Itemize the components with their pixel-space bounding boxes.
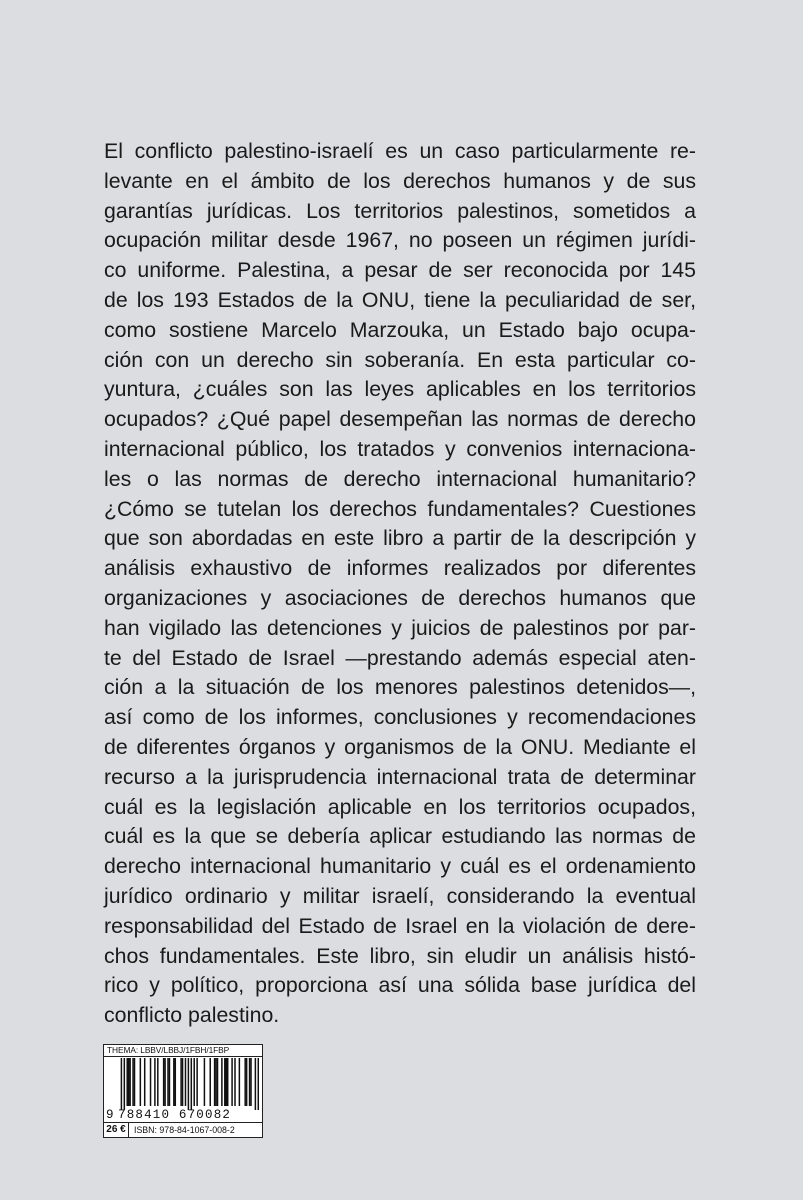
barcode-bar	[163, 1058, 165, 1106]
barcode-bar	[234, 1058, 236, 1106]
blurb-line: así como de los informes, conclusiones y recomendaciones	[104, 705, 696, 730]
blurb-line: ción con un derecho sin soberanía. En esta particular co-	[104, 347, 696, 372]
barcode-bar	[258, 1058, 259, 1110]
barcode-bar	[129, 1058, 131, 1106]
barcode-bar	[221, 1058, 223, 1106]
barcode-label	[103, 1044, 263, 1138]
blurb-line: cuál es la legislación aplicable en los territorios ocupados,	[104, 794, 696, 819]
blurb-line: rico y político, proporciona así una sólida base jurídica del	[104, 973, 696, 998]
blurb-line: conflicto palestino.	[104, 1003, 280, 1028]
blurb-line: análisis exhaustivo de informes realizados por diferentes	[104, 556, 696, 581]
barcode-bar	[175, 1058, 177, 1106]
blurb-line: organizaciones y asociaciones de derechos humanos que	[104, 585, 696, 610]
barcode-bar	[209, 1058, 211, 1106]
blurb-line: han vigilado las detenciones y juicios de palestinos por par-	[104, 615, 696, 640]
blurb-line: derecho internacional humanitario y cuál es el ordenamiento	[104, 854, 696, 879]
blurb-line: de los 193 Estados de la ONU, tiene la peculiaridad de ser,	[104, 287, 696, 312]
barcode-bar	[144, 1058, 146, 1106]
blurb-line: ocupación militar desde 1967, no poseen un régimen jurídi-	[104, 228, 696, 253]
barcode-bar	[180, 1058, 182, 1106]
barcode-bar	[244, 1058, 246, 1106]
thema-code: THEMA: LBBV/LBBJ/1FBH/1FBP	[107, 1045, 230, 1055]
barcode-bar	[214, 1058, 216, 1106]
blurb-line: ocupados? ¿Qué papel desempeñan las normas de derecho	[104, 407, 696, 432]
blurb-line: yuntura, ¿cuáles son las leyes aplicables en los territorios	[104, 377, 696, 402]
barcode-bar	[132, 1058, 134, 1106]
barcode-bar	[126, 1058, 128, 1106]
barcode-bar	[226, 1058, 228, 1106]
barcode-bar	[185, 1058, 187, 1106]
barcode-bar	[224, 1058, 226, 1106]
ean-barcode	[109, 1058, 259, 1110]
price-label: 26 €	[104, 1123, 129, 1137]
barcode-bar	[140, 1058, 142, 1106]
blurb-line: chos fundamentales. Este libro, sin eludir un análisis histó-	[104, 943, 696, 968]
barcode-bar	[204, 1058, 206, 1106]
barcode-bar	[182, 1058, 184, 1106]
blurb-line: les o las normas de derecho internacional humanitario?	[104, 466, 696, 491]
barcode-bar	[231, 1058, 233, 1106]
blurb-line: ¿Cómo se tutelan los derechos fundamentales? Cuestiones	[104, 496, 696, 521]
blurb-line: te del Estado de Israel —prestando además especial aten-	[104, 645, 696, 670]
barcode-bar	[167, 1058, 169, 1106]
barcode-bar	[164, 1058, 166, 1106]
isbn-label: ISBN: 978-84-1067-008-2	[134, 1125, 235, 1135]
barcode-bar	[250, 1058, 252, 1106]
barcode-bar	[128, 1058, 130, 1106]
blurb-line: recurso a la jurisprudencia internacional trata de determinar	[104, 764, 696, 789]
back-cover-blurb	[104, 137, 696, 1031]
blurb-line: El conflicto palestino-israelí es un caso particularmente re-	[104, 139, 696, 163]
barcode-bar	[217, 1058, 219, 1106]
barcode-bar	[193, 1058, 195, 1106]
barcode-bar	[173, 1058, 175, 1106]
blurb-line: ción a la situación de los menores palestinos detenidos—,	[104, 675, 696, 700]
barcode-bar	[169, 1058, 171, 1106]
barcode-bar	[196, 1058, 198, 1106]
barcode-bar	[134, 1058, 136, 1106]
blurb-line: cuál es la que se debería aplicar estudiando las normas de	[104, 824, 696, 849]
barcode-bar	[255, 1058, 257, 1110]
blurb-line: garantías jurídicas. Los territorios palestinos, sometidos a	[104, 198, 696, 223]
ean-remaining-digits: 788410 670082	[118, 1108, 232, 1122]
blurb-line: responsabilidad del Estado de Israel en la violación de dere-	[104, 913, 696, 938]
blurb-line: que son abordadas en este libro a partir de la descripción y	[104, 526, 696, 551]
blurb-line: como sostiene Marcelo Marzouka, un Estado bajo ocupa-	[104, 317, 696, 342]
barcode-bar	[239, 1058, 241, 1106]
barcode-bar	[154, 1058, 156, 1106]
barcode-bar	[188, 1058, 190, 1110]
barcode-bar	[150, 1058, 152, 1106]
divider	[104, 1056, 262, 1057]
barcode-bar	[124, 1058, 126, 1110]
barcode-bar	[191, 1058, 193, 1110]
blurb-line: de diferentes órganos y organismos de la ONU. Mediante el	[104, 734, 696, 759]
blurb-line: internacional público, los tratados y convenios internaciona-	[104, 436, 696, 461]
barcode-bar	[121, 1058, 123, 1110]
barcode-bar	[249, 1058, 251, 1106]
ean-first-digit: 9	[106, 1108, 115, 1122]
blurb-line: jurídico ordinario y militar israelí, considerando la eventual	[104, 883, 696, 908]
barcode-bar	[246, 1058, 248, 1106]
blurb-line: levante en el ámbito de los derechos humanos y de sus	[104, 168, 696, 193]
barcode-bar	[227, 1058, 229, 1106]
blurb-line: co uniforme. Palestina, a pesar de ser reconocida por 145	[104, 258, 696, 283]
barcode-bar	[215, 1058, 217, 1106]
barcode-bar	[157, 1058, 159, 1106]
